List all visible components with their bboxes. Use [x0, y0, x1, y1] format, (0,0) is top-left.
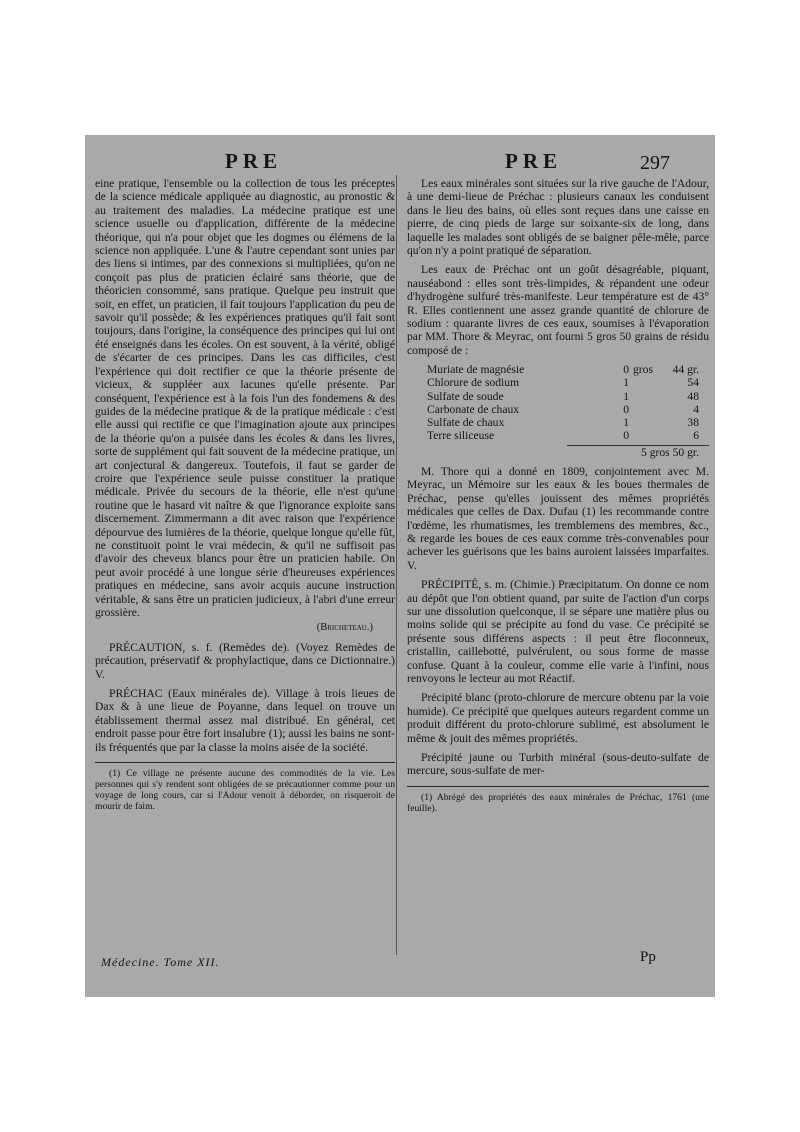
- gros-value: 1: [623, 376, 629, 390]
- gros-value: 1: [623, 389, 629, 403]
- mineral-name: Chlorure de sodium: [427, 376, 520, 390]
- paragraph-thore: M. Thore qui a donné en 1809, conjointement avec M. Meyrac, un Mémoire sur les eaux & les boues thermales de Préchac, pense qu'elles jouissent des mêmes propriétés médicales que celles de Dax. Dufau (1) les recommande contre l'œdème, les rhumatismes, les tremblemens des membres, &c., & regarde les boues de ces eaux comme très-convenables pour achever les guérisons que les bains auroient laissées imparfaites. V.: [407, 464, 709, 572]
- gros-unit: [631, 429, 669, 442]
- volume-signature: Médecine. Tome XII.: [101, 955, 220, 969]
- grains-value: 4: [693, 402, 699, 416]
- mineral-name: Carbonate de chaux: [427, 402, 520, 416]
- composition-row: [425, 390, 701, 403]
- scanned-page: [85, 135, 715, 997]
- mineral-name: Terre siliceuse: [427, 429, 495, 443]
- composition-row: [425, 376, 701, 389]
- composition-row: [425, 429, 701, 442]
- grains-value: 44 gr.: [672, 363, 699, 377]
- paragraph-eaux-gout: Les eaux de Préchac ont un goût désagréable, piquant, nauséabond : elles sont très-limpides, & répandent une odeur d'hydrogène sulfuré très-manifeste. Leur température est de 43° R. Elles contiennent une assez grande quantité de chlorure de sodium : quarante livres de ces eaux, soumises à l'évaporation par MM. Thore & Meyrac, ont fourni 5 gros 50 grains de résidu composé de :: [407, 263, 709, 357]
- footnote-rule: [95, 762, 395, 763]
- entry-prechac: PRÉCHAC (Eaux minérales de). Village à trois lieues de Dax & à une lieue de Poyanne, dans lequel on trouve un établissement thermal assez mal distribué. En général, cet endroit passe pour être fort insalubre (1); aussi les bains ne sont-ils fréquentés que par la classe la moins aisée de la société.: [95, 687, 395, 754]
- gros-value: 0: [623, 429, 629, 443]
- entry-precipite-blanc: Précipité blanc (proto-chlorure de mercure obtenu par la voie humide). Ce précipité que quelques auteurs regardent comme un produit différent du proto-chlorure sublimé, est absolument le même & jouit des mêmes propriétés.: [407, 691, 709, 745]
- footnote-right: (1) Abrégé des propriétés des eaux minérales de Préchac, 1761 (une feuille).: [407, 791, 709, 814]
- composition-total: 5 gros 50 gr.: [567, 445, 709, 459]
- grains-value: 6: [693, 429, 699, 443]
- gros-unit: [631, 376, 669, 389]
- composition-row: [425, 416, 701, 429]
- grains-value: 48: [687, 389, 699, 403]
- composition-table: [425, 363, 701, 442]
- gros-value: 1: [623, 416, 629, 430]
- left-column: [95, 177, 395, 818]
- gros-unit: [631, 416, 669, 429]
- gros-value: 0: [623, 402, 629, 416]
- gros-unit: gros: [633, 363, 653, 377]
- page-number: 297: [640, 152, 670, 174]
- mineral-name: Sulfate de chaux: [427, 416, 505, 430]
- entry-precipite: PRÉCIPITÉ, s. m. (Chimie.) Præcipitatum. On donne ce nom au dépôt que l'on obtient quand, par suite de l'action d'un corps sur une dissolution quelconque, il se sépare une matière plus ou moins solide qui se précipite au fond du vase. Ce précipité se présente sous différens aspects : il peut être floconneux, cristallin, caillebotté, pulvérulent, ou sous forme de masse confuse. Quant à la couleur, comme elle varie à l'infini, nous renvoyons le lecteur au mot Réactif.: [407, 578, 709, 685]
- gros-value: 0: [623, 363, 629, 377]
- footnote-rule-right: [407, 786, 709, 787]
- right-column: [407, 177, 709, 820]
- author-signature: (Bricheteau.): [316, 622, 373, 634]
- gros-unit: [631, 390, 669, 403]
- sheet-signature: Pp: [640, 949, 656, 965]
- running-head-right: PRE: [505, 149, 562, 173]
- paragraph-eaux-situation: Les eaux minérales sont situées sur la rive gauche de l'Adour, à une demi-lieue de Préchac : plusieurs canaux les conduisent dans le lieu des bains, où elles sont reçues dans une caisse en pierre, de cinq pieds de large sur soixante-six de long, dans laquelle les malades sont obligés de se baigner pêle-mêle, parce qu'on n'y a point pratiqué de séparation.: [407, 177, 709, 258]
- entry-precipite-jaune: Précipité jaune ou Turbith minéral (sous-deuto-sulfate de mercure, sous-sulfate de mer-: [407, 751, 709, 778]
- mineral-name: Muriate de magnésie: [427, 363, 525, 377]
- running-head-left: PRE: [225, 149, 282, 173]
- composition-row: [425, 403, 701, 416]
- grains-value: 54: [687, 376, 699, 390]
- entry-precaution: PRÉCAUTION, s. f. (Remèdes de). (Voyez Remèdes de précaution, préservatif & prophylactique, dans ce Dictionnaire.) V.: [95, 640, 395, 681]
- paragraph-medecine-pratique: eine pratique, l'ensemble ou la collection de tous les préceptes de la science médicale appliquée au diagnostic, au pronostic & au traitement des maladies. La médecine pratique est une science usuelle ou d'application, différente de la médecine théorique, qui n'a pour objet que les dogmes ou élémens de la science non appliquée. L'une & l'autre cependant sont unies par des liens si intimes, par des connexions si multipliées, qu'on ne conçoit pas plus de praticien éclairé sans théorie, que de théoricien consommé, sans pratique. Quelque peu instruit que soit, en effet, un praticien, il fait toujours l'application du peu de savoir qu'il possède; & les expériences pratiques qu'il fait sont toujours, dans l'origine, la conséquence des principes qui lui ont été enseignés dans les écoles. On est souvent, à la vérité, obligé de s'écarter de ces principes. Dans les cas difficiles, c'est l'expérience qui doit rectifier ce que la théorie présente de vicieux, & suppléer aux lacunes qu'elle présente. Par conséquent, l'expérience est à la fois l'un des fondemens & des guides de la médecine pratique & de la pratique médicale : c'est elle aussi qui rectifie ce que l'imagination ajoute aux principes de la théorie qu'on a puisée dans les écoles & dans les livres, sorte de supplément qui fait souvent de la médecine pratique, un art conjectural & dangereux. Toutefois, il faut se garder de croire que l'expérience seule puisse constituer la pratique médicale. Privée du secours de la théorie, elle n'est qu'une routine que le hasard vit naître & que l'ignorance exploite sans discernement. Zimmermann a dit avec raison que l'expérience dépourvue des lumières de la théorie, quelque longue qu'elle fût, ne constituoit point le vrai médecin, & qu'il ne suffisoit pas d'avoir des cheveux blancs pour être un praticien habile. On peut avoir procédé à une longue série d'heureuses expériences pratiques en médecine, sans avoir acquis aucune instruction véritable, & sans être un praticien judicieux, à l'abri d'une erreur grossière.: [95, 177, 395, 619]
- column-divider: [396, 175, 397, 955]
- footnote-left: (1) Ce village ne présente aucune des commodités de la vie. Les personnes qui s'y rendent sont obligées de se précautionner comme pour un voyage de long cours, car si l'Adour venoit à déborder, on risqueroit de mourir de faim.: [95, 768, 395, 813]
- mineral-name: Sulfate de soude: [427, 389, 504, 403]
- gros-unit: [631, 403, 669, 416]
- grains-value: 38: [687, 416, 699, 430]
- signature-line: [95, 621, 395, 634]
- composition-row: [425, 363, 701, 376]
